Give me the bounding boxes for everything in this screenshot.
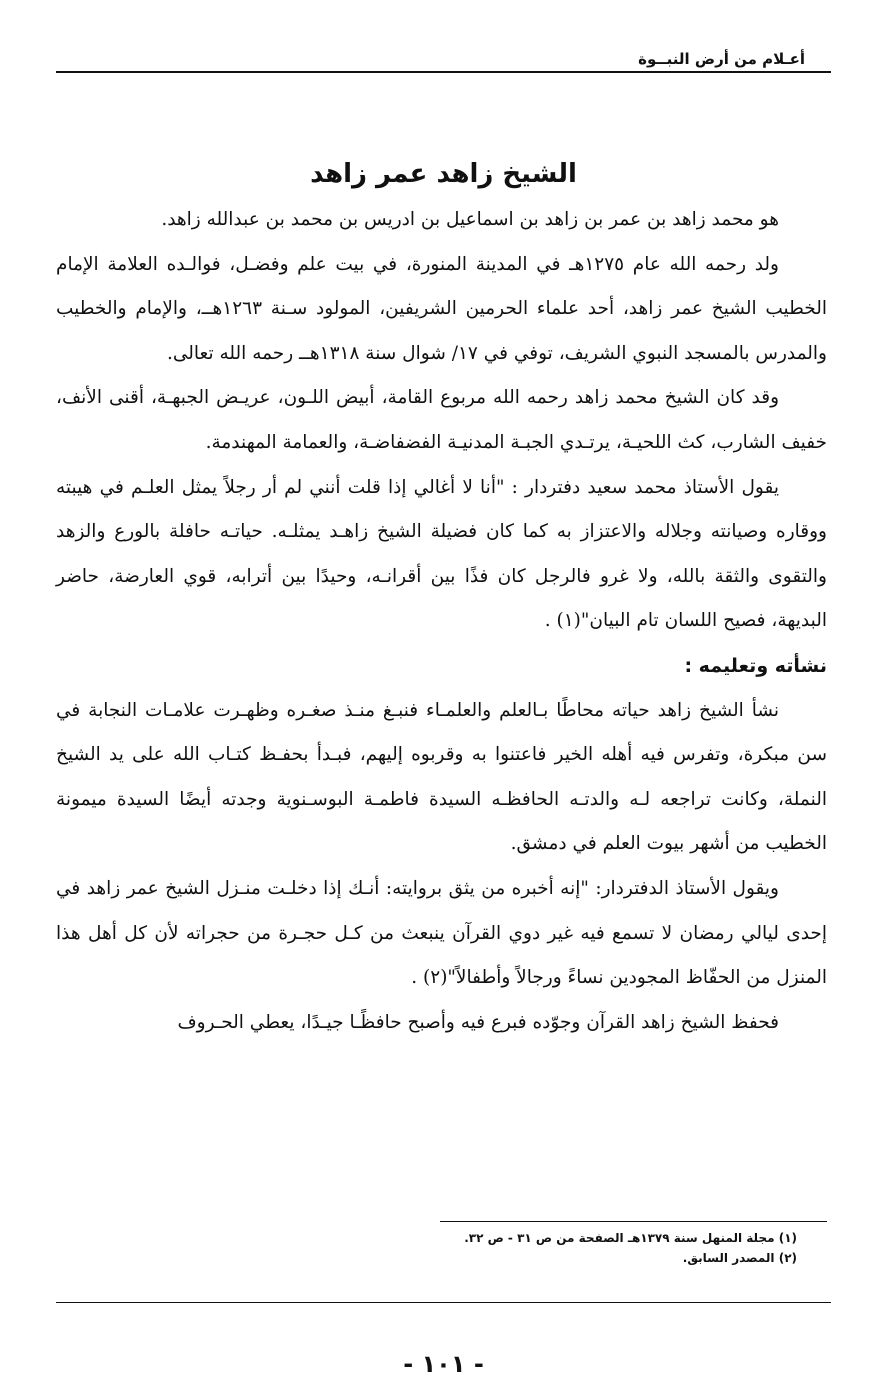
paragraph-lineage: هو محمد زاهد بن عمر بن زاهد بن اسماعيل بن ادريس بن محمد بن عبدالله زاهد.	[161, 209, 779, 230]
paragraph-description: وقد كان الشيخ محمد زاهد رحمه الله مربوع القامة، أبيض اللـون، عريـض الجبهـة، أقنى الأنف، خفيف الشارب، كث اللحيـة، يرتـدي الجبـة المدنيـة الفضفاضـة، والعمامة المهندمة.	[56, 387, 827, 453]
main-text	[56, 198, 827, 1045]
footnote-separator	[440, 1221, 827, 1222]
running-header-title: أعـلام من أرض النبــوة	[638, 50, 805, 68]
section-heading-upbringing: نشأته وتعليمه :	[684, 654, 827, 677]
footer-rule	[56, 1302, 831, 1303]
paragraph-quote-daftardar: يقول الأستاذ محمد سعيد دفتردار : "أنا لا أغالي إذا قلت أنني لم أر رجلاً يمثل العلـم في هيبته ووقاره وصيانته وجلاله والاعتزاز به كما كان فضيلة الشيخ زاهـد يمثلـه. حياتـه حافلة بالورع والزهد والتقوى والثقة بالله، ولا غرو فالرجل كان فذًا بين أقرانـه، وحيدًا بين أترابه، قوي العارضة، حاضر البديهة، فصيح اللسان تام البيان"(١) .	[56, 476, 827, 632]
page-number: - ١٠١ -	[403, 1350, 484, 1378]
paragraph-memorization: فحفظ الشيخ زاهد القرآن وجوّده فبرع فيه وأصبح حافظًـا جيـدًا، يعطي الحـروف	[177, 1011, 779, 1033]
header-rule	[56, 71, 831, 73]
footnote-1: (١) مجلة المنهل سنة ١٣٧٩هـ الصفحة من ص ٣١ - ص ٣٢.	[464, 1231, 797, 1245]
paragraph-household: ويقول الأستاذ الدفتردار: "إنه أخبره من يثق بروايته: أنـك إذا دخلـت منـزل الشيخ عمر زاهد في إحدى ليالي رمضان لا تسمع فيه غير دوي القرآن ينبعث من كـل حجـرة من حجراته لأن كل أهل هذا المنزل من الحفّاظ المجودين نساءً ورجالاً وأطفالاً"(٢) .	[56, 877, 827, 989]
paragraph-upbringing: نشأ الشيخ زاهد حياته محاطًا بـالعلم والعلمـاء فنبـغ منـذ صغـره وظهـرت علامـات النجابة في سن مبكرة، وتفرس فيه أهله الخير فاعتنوا به وقربوه إليهم، فبـدأ بحفـظ كتـاب الله على يد الشيخ النملة، وكانت تراجعه لـه والدتـه الحافظـه السيدة فاطمـة البوسـنوية وجدته أيضًا السيدة ميمونة الخطيب من أشهر بيوت العلم في دمشق.	[56, 699, 827, 855]
footnotes	[277, 1228, 797, 1268]
paragraph-birth: ولد رحمه الله عام ١٢٧٥هـ في المدينة المنورة، في بيت علم وفضـل، فوالـده العلامة الإمام الخطيب الشيخ عمر زاهد، أحد علماء الحرمين الشريفين، المولود سـنة ١٢٦٣هــ، والإمام والخطيب والمدرس بالمسجد النبوي الشريف، توفي في ١٧/ شوال سنة ١٣١٨هــ رحمه الله تعالى.	[56, 253, 828, 364]
chapter-title: الشيخ زاهد عمر زاهد	[310, 159, 577, 190]
footnote-2: (٢) المصدر السابق.	[682, 1251, 797, 1265]
